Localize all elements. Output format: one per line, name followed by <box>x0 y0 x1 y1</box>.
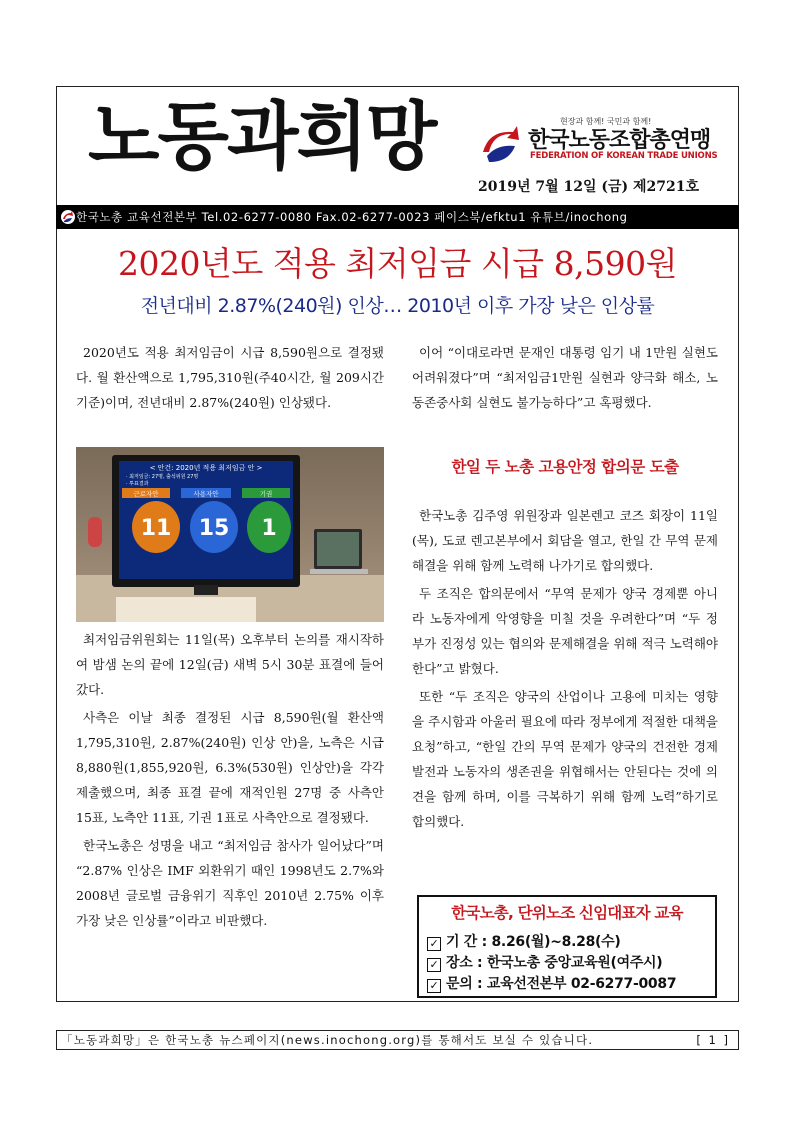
contact-info-text: 한국노총 교육선전본부 Tel.02-6277-0080 Fax.02-6277-0023 페이스북/efktu1 유튜브/inochong <box>76 210 628 224</box>
fktu-logo-icon <box>479 122 525 168</box>
tv-screen-image <box>76 447 384 622</box>
education-notice-box <box>417 895 717 998</box>
notice-label: 기 간 <box>446 934 478 950</box>
article-intro <box>76 340 384 418</box>
page-number: [ 1 ] <box>696 1033 730 1047</box>
org-name: 한국노동조합총연맹 <box>528 128 711 153</box>
vote-label-employers: 사용자안 <box>193 490 219 498</box>
section-heading: 한일 두 노총 고용안정 합의문 도출 <box>451 458 679 476</box>
paragraph: 이어 “이대로라면 문재인 대통령 임기 내 1만원 실현도 어려워졌다”며 “최저임금1만원 실현과 양극화 해소, 노동존중사회 실현도 불가능하다”고 혹평했다. <box>412 345 718 410</box>
vote-count-abstain: 1 <box>261 516 277 541</box>
notice-row-period <box>427 931 620 951</box>
notice-row-place <box>427 952 662 972</box>
intro-paragraph: 2020년도 적용 최저임금이 시급 8,590원으로 결정됐다. 월 환산액으로 1,795,310원(주40시간, 월 209시간 기준)이며, 전년대비 2.87%(240원) 인상됐다. <box>76 345 384 410</box>
notice-title: 한국노총, 단위노조 신임대표자 교육 <box>451 904 683 922</box>
subheadline: 전년대비 2.87%(240원) 인상… 2010년 이후 가장 낮은 인상률 <box>140 295 655 317</box>
right-column-top <box>412 340 718 418</box>
notice-label: 문의 <box>446 976 473 992</box>
right-column-body <box>412 503 718 837</box>
vote-label-abstain: 기권 <box>259 490 273 498</box>
paragraph: 한국노총은 성명을 내고 “최저임금 참사가 일어났다”며 “2.87% 인상은 IMF 외환위기 때인 1998년도 2.7%와 2008년 글로벌 금융위기 직후인 2010년 2.75% 이후 가장 낮은 인상률”이라고 비판했다. <box>76 838 384 928</box>
issue-date: 2019년 7월 12일 (금) 제2721호 <box>478 179 700 195</box>
fktu-mini-logo-icon <box>61 210 75 224</box>
org-name-english: FEDERATION OF KOREAN TRADE UNIONS <box>530 151 718 161</box>
screen-subtitle-1: · 최저임금: 27명, 출석위원 27명 <box>126 474 199 480</box>
vote-count-workers: 11 <box>140 516 172 541</box>
notice-value: : 한국노총 중앙교육원(여주시) <box>477 955 663 971</box>
notice-row-contact <box>427 973 676 993</box>
checkbox-icon: ✓ <box>427 958 441 972</box>
vote-result-photo <box>76 447 384 622</box>
vote-label-workers: 근로자안 <box>133 490 159 498</box>
checkbox-icon: ✓ <box>427 979 441 993</box>
paragraph: 또한 “두 조직은 양국의 산업이나 고용에 미치는 영향을 주시함과 아울러 필요에 따라 정부에게 적절한 대책을 요청”하고, “한일 간의 무역 문제가 양국의 건전한 경제발전과 노동자의 생존권을 위협해서는 안된다는 것에 의견을 함께 하며, 이를 극복하기 위해 함께 노력”하기로 합의했다. <box>412 689 718 829</box>
contact-info-bar <box>56 205 739 229</box>
checkbox-icon: ✓ <box>427 937 441 951</box>
footer-text: 「노동과희망」은 한국노총 뉴스페이지(news.inochong.org)를 통해서도 보실 수 있습니다. <box>61 1033 594 1047</box>
paragraph: 사측은 이날 최종 결정된 시급 8,590원(월 환산액 1,795,310원, 2.87%(240원) 인상 안)을, 노측은 시급 8,880원(1,855,920원, 6.3%(530원) 인상안)을 각각 제출했으며, 최종 표결 끝에 재적인원 27명 중 사측안 15표, 노측안 11표, 기권 1표로 사측안으로 결정됐다. <box>76 710 384 825</box>
paragraph: 두 조직은 합의문에서 “무역 문제가 양국 경제뿐 아니라 노동자에게 악영향을 미칠 것을 우려한다”며 “두 정부가 진정성 있는 협의와 문제해결을 위해 적극 노력해야 한다”고 밝혔다. <box>412 586 718 676</box>
headline: 2020년도 적용 최저임금 시급 8,590원 <box>117 244 678 283</box>
notice-value: : 8.26(월)~8.28(수) <box>481 934 621 950</box>
footer-bar <box>56 1030 739 1050</box>
masthead-title: 노동과희망 <box>88 94 436 180</box>
paragraph: 최저임금위원회는 11일(목) 오후부터 논의를 재시작하여 밤샘 논의 끝에 12일(금) 새벽 5시 30분 표결에 들어갔다. <box>76 632 384 697</box>
paragraph: 한국노총 김주영 위원장과 일본렌고 코즈 회장이 11일(목), 도쿄 렌고본부에서 회담을 열고, 한일 간 무역 문제 해결을 위해 함께 노력해 나가기로 합의했다. <box>412 508 718 573</box>
left-column-body <box>76 627 384 936</box>
logo-slogan: 현장과 함께! 국민과 함께! <box>560 117 652 126</box>
notice-label: 장소 <box>446 955 473 971</box>
notice-value: : 교육선전본부 02-6277-0087 <box>477 976 677 992</box>
screen-subtitle-2: · 투표결과 <box>126 481 149 487</box>
screen-title: < 안건: 2020년 적용 최저임금 안 > <box>149 464 263 472</box>
vote-count-employers: 15 <box>198 516 230 541</box>
